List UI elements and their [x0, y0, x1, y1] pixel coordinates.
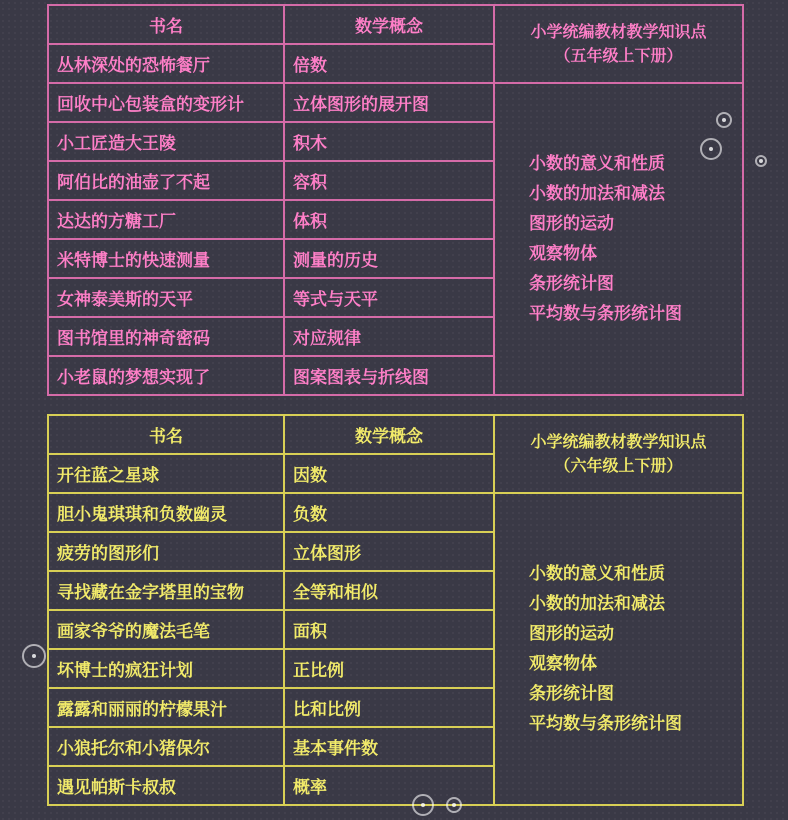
- topic-item: 小数的加法和减法: [529, 594, 665, 614]
- grade5-table: [47, 4, 744, 396]
- header-topics-line2: （五年级上下册）: [554, 46, 683, 65]
- math-concept: 倍数: [284, 44, 494, 83]
- header-topics: [494, 415, 743, 493]
- book-title: 丛林深处的恐怖餐厅: [48, 44, 284, 83]
- book-title: 遇见帕斯卡叔叔: [48, 766, 284, 805]
- math-concept: 等式与天平: [284, 278, 494, 317]
- math-concept: 因数: [284, 454, 494, 493]
- book-title: 阿伯比的油壶了不起: [48, 161, 284, 200]
- topic-item: 条形统计图: [529, 684, 614, 704]
- topic-item: 平均数与条形统计图: [529, 714, 682, 734]
- book-title: 露露和丽丽的柠檬果汁: [48, 688, 284, 727]
- math-concept: 基本事件数: [284, 727, 494, 766]
- book-title: 回收中心包装盒的变形计: [48, 83, 284, 122]
- topic-item: 图形的运动: [529, 624, 614, 644]
- decorative-circle-icon: [22, 644, 46, 668]
- header-topics-line1: 小学统编教材教学知识点: [530, 432, 707, 451]
- topic-item: 条形统计图: [529, 274, 614, 294]
- math-concept: 全等和相似: [284, 571, 494, 610]
- topics-cell: [494, 493, 743, 805]
- math-concept: 负数: [284, 493, 494, 532]
- math-concept: 面积: [284, 610, 494, 649]
- grade6-table: [47, 414, 744, 806]
- math-concept: 比和比例: [284, 688, 494, 727]
- math-concept: 立体图形: [284, 532, 494, 571]
- header-book: 书名: [48, 415, 284, 454]
- book-title: 达达的方糖工厂: [48, 200, 284, 239]
- book-title: 坏博士的疯狂计划: [48, 649, 284, 688]
- topic-item: 观察物体: [529, 654, 597, 674]
- book-title: 图书馆里的神奇密码: [48, 317, 284, 356]
- header-book: 书名: [48, 5, 284, 44]
- topic-item: 小数的意义和性质: [529, 154, 665, 174]
- book-title: 小工匠造大王陵: [48, 122, 284, 161]
- book-title: 小狼托尔和小猪保尔: [48, 727, 284, 766]
- book-title: 女神泰美斯的天平: [48, 278, 284, 317]
- topic-item: 小数的加法和减法: [529, 184, 665, 204]
- math-concept: 正比例: [284, 649, 494, 688]
- math-concept: 立体图形的展开图: [284, 83, 494, 122]
- decorative-circle-icon: [700, 138, 722, 160]
- math-concept: 体积: [284, 200, 494, 239]
- table-row: [48, 493, 743, 532]
- topic-item: 观察物体: [529, 244, 597, 264]
- decorative-circle-icon: [412, 794, 434, 816]
- book-title: 小老鼠的梦想实现了: [48, 356, 284, 395]
- header-concept: 数学概念: [284, 415, 494, 454]
- book-title: 米特博士的快速测量: [48, 239, 284, 278]
- grade6-header-row: [48, 415, 743, 454]
- book-title: 寻找藏在金字塔里的宝物: [48, 571, 284, 610]
- decorative-circle-icon: [446, 797, 462, 813]
- math-concept: 图案图表与折线图: [284, 356, 494, 395]
- math-concept: 容积: [284, 161, 494, 200]
- book-title: 画家爷爷的魔法毛笔: [48, 610, 284, 649]
- header-concept: 数学概念: [284, 5, 494, 44]
- book-title: 开往蓝之星球: [48, 454, 284, 493]
- header-topics-line2: （六年级上下册）: [554, 456, 683, 475]
- header-topics-line1: 小学统编教材教学知识点: [530, 22, 707, 41]
- book-title: 疲劳的图形们: [48, 532, 284, 571]
- topic-item: 图形的运动: [529, 214, 614, 234]
- book-title: 胆小鬼琪琪和负数幽灵: [48, 493, 284, 532]
- math-concept: 概率: [284, 766, 494, 805]
- decorative-circle-icon: [716, 112, 732, 128]
- decorative-circle-icon: [755, 155, 767, 167]
- math-concept: 积木: [284, 122, 494, 161]
- topics-cell: [494, 83, 743, 395]
- grade5-header-row: [48, 5, 743, 44]
- math-concept: 对应规律: [284, 317, 494, 356]
- math-concept: 测量的历史: [284, 239, 494, 278]
- header-topics: [494, 5, 743, 83]
- topic-item: 平均数与条形统计图: [529, 304, 682, 324]
- topic-item: 小数的意义和性质: [529, 564, 665, 584]
- table-row: [48, 83, 743, 122]
